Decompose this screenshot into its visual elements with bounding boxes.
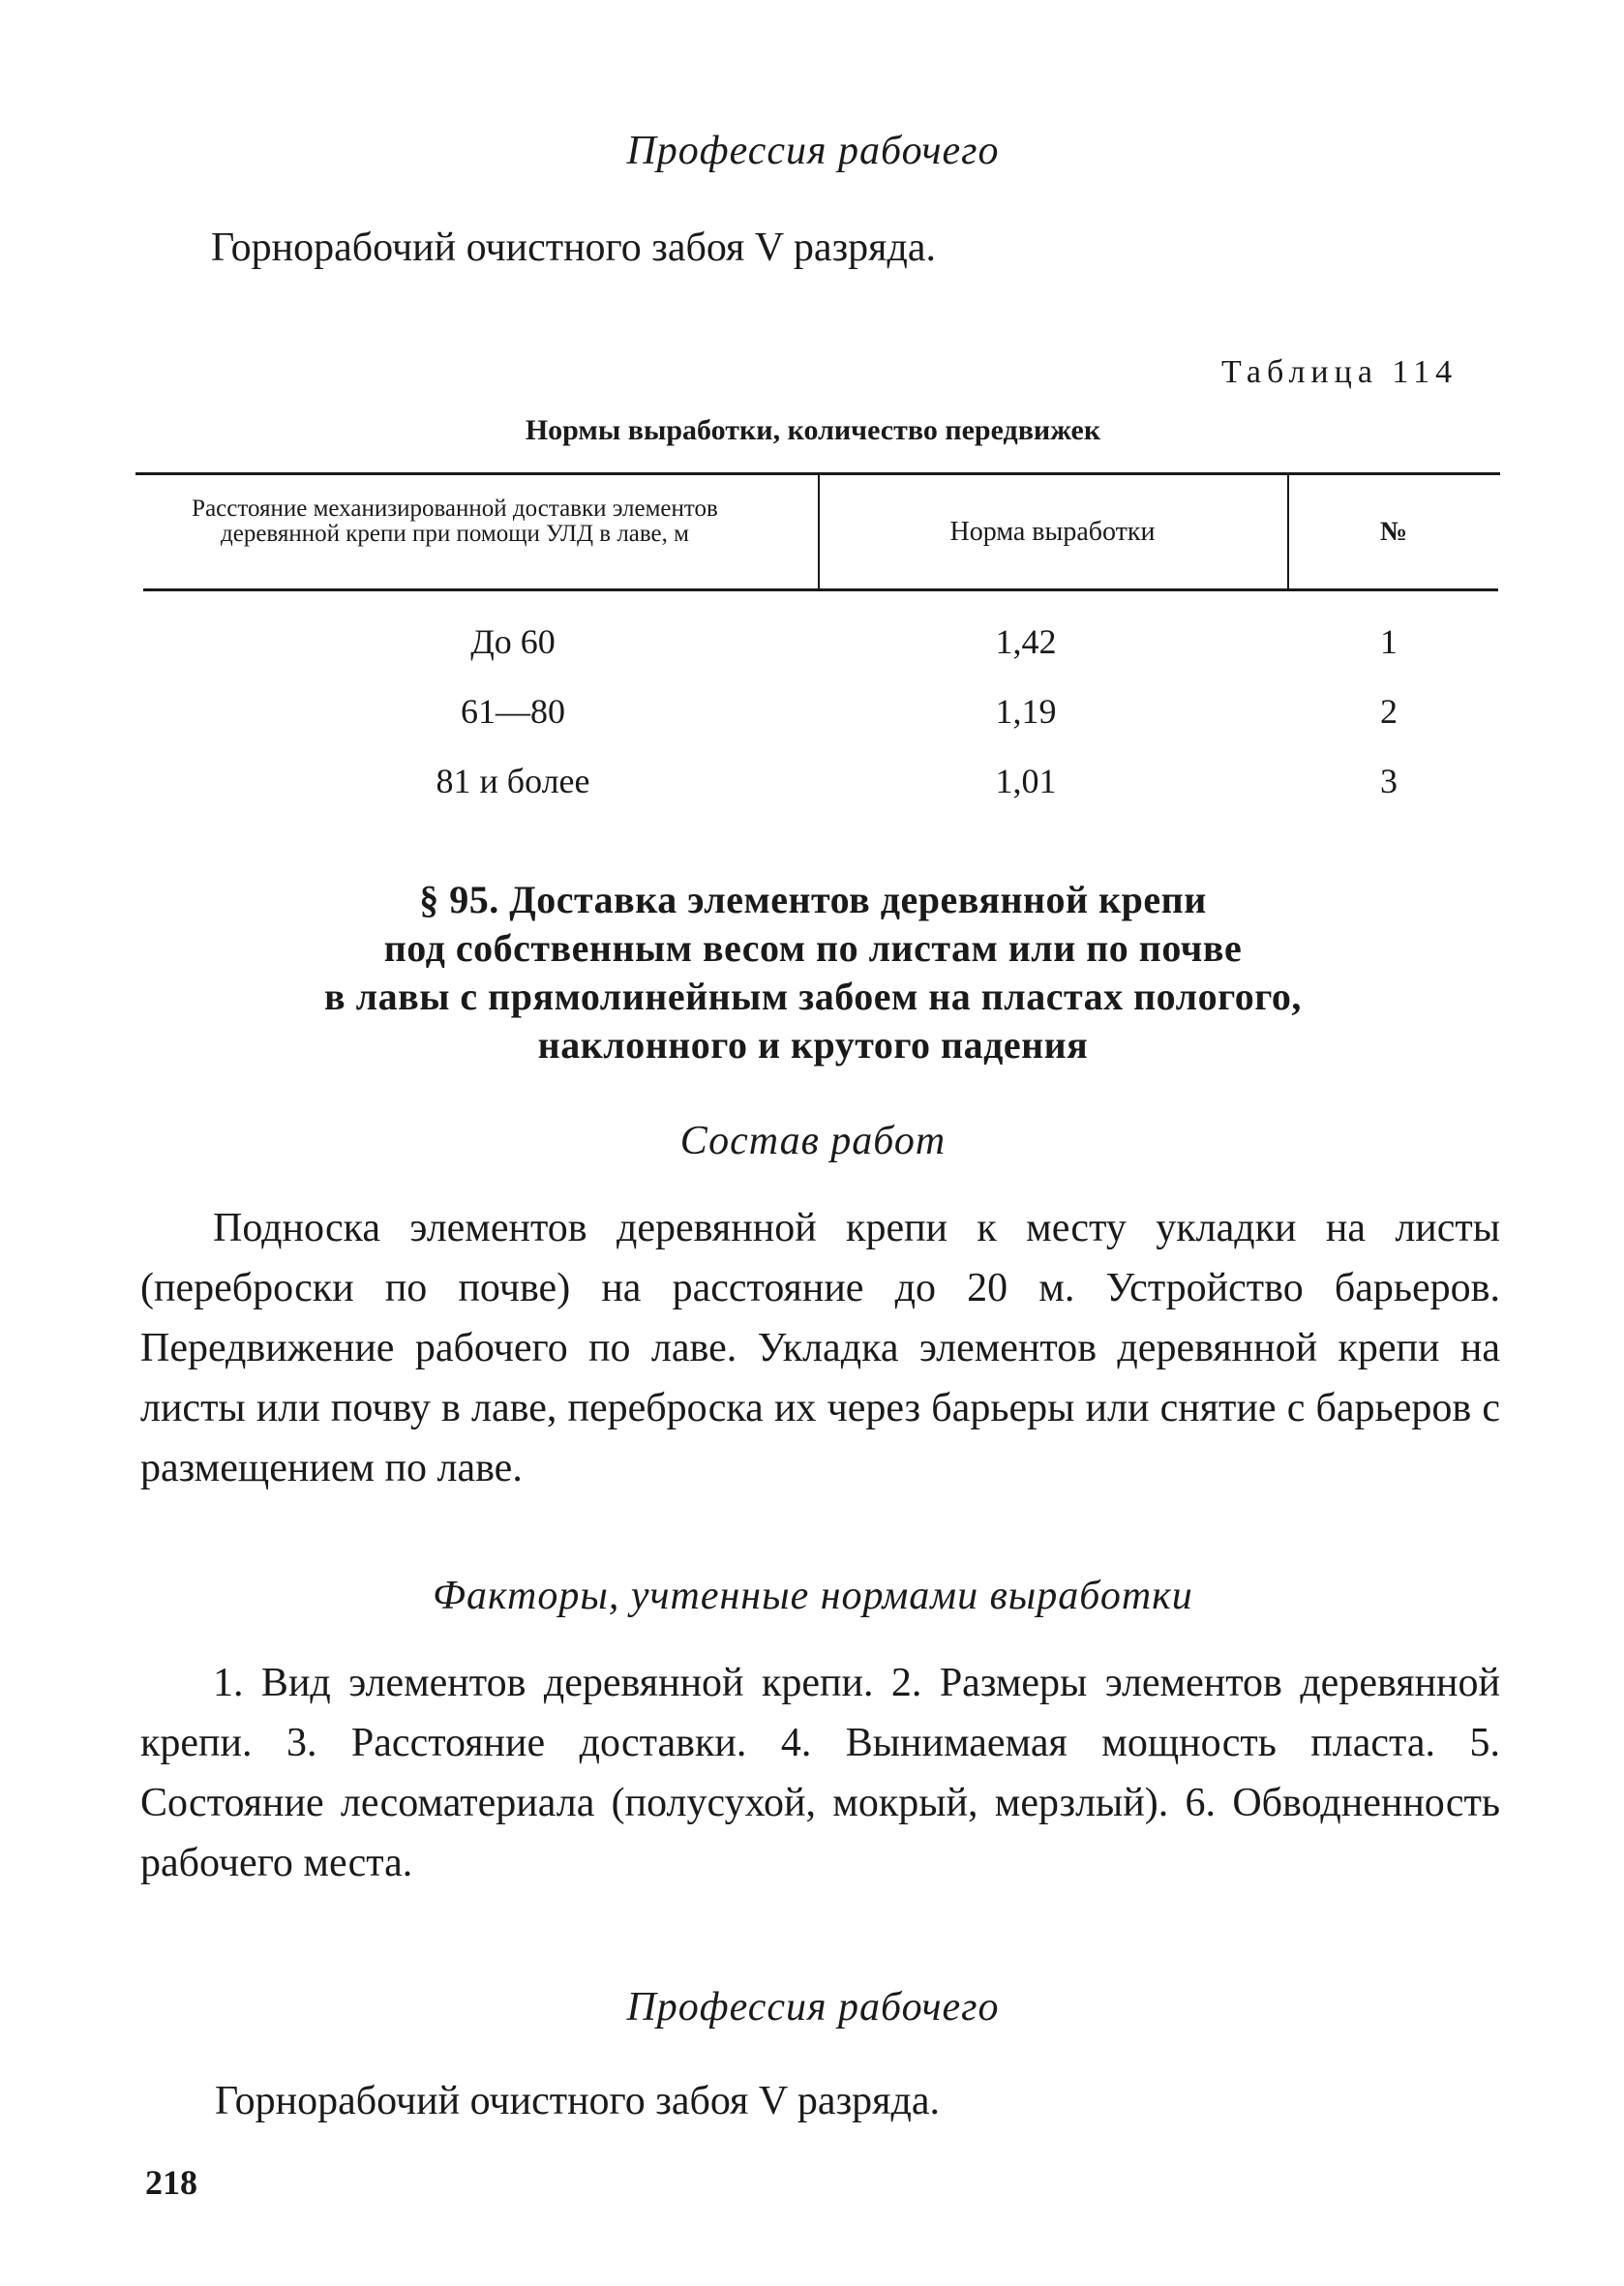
section-title-line: в лавы с прямолинейным забоем на пластах пологого,	[324, 975, 1302, 1018]
work-heading: Состав работ	[679, 1119, 947, 1163]
profession-text-1: Горнорабочий очистного забоя V разряда.	[211, 226, 936, 270]
table-header-distance: Расстояние механизированной доставки элементов деревянной крепи при помощи УЛД в лаве, м	[192, 496, 718, 547]
table-header-rule	[143, 588, 1498, 591]
row-number: 3	[1380, 762, 1398, 800]
row-distance: До 60	[470, 622, 556, 661]
section-title-line: § 95. Доставка элементов деревянной крепи	[419, 878, 1207, 921]
table-title: Нормы выработки, количество передвижек	[525, 414, 1101, 446]
factors-paragraph: 1. Вид элементов деревянной крепи. 2. Размеры элементов деревянной крепи. 3. Расстояние доставки. 4. Вынимаемая мощность пласта. 5. Состояние лесоматериала (полусухой, мокрый, мерзлый). 6. Обводненность рабочего места.	[140, 1661, 1500, 1885]
table-label: Таблица 114	[1221, 354, 1459, 390]
row-norm: 1,42	[995, 622, 1057, 661]
factors-heading: Факторы, учтенные нормами выработки	[433, 1574, 1193, 1618]
work-paragraph: Подноска элементов деревянной крепи к месту укладки на листы (переброски по почве) на расстояние до 20 м. Устройство барьеров. Передвижение рабочего по лаве. Укладка элементов деревянной крепи на листы или почву в лаве, переброска их через барьеры или снятие с барьеров с размещением по лаве.	[140, 1206, 1500, 1490]
table-col-divider-1	[818, 474, 820, 588]
row-number: 1	[1380, 622, 1398, 661]
section-title-line: наклонного и крутого падения	[537, 1023, 1089, 1067]
row-distance: 61—80	[461, 692, 565, 731]
row-number: 2	[1380, 692, 1398, 731]
table-col-divider-2	[1287, 474, 1289, 588]
profession-heading-1: Профессия рабочего	[626, 129, 1000, 173]
table-header-number: №	[1379, 517, 1408, 547]
row-norm: 1,01	[995, 762, 1057, 800]
row-distance: 81 и более	[436, 762, 590, 800]
profession-heading-2: Профессия рабочего	[626, 1985, 1000, 2030]
section-title	[135, 876, 1490, 1069]
row-norm: 1,19	[995, 692, 1057, 731]
page-number: 218	[145, 2163, 197, 2202]
table-header-norm: Норма выработки	[949, 517, 1156, 547]
profession-text-2: Горнорабочий очистного забоя V разряда.	[215, 2079, 940, 2123]
section-title-line: под собственным весом по листам или по почве	[383, 926, 1243, 970]
